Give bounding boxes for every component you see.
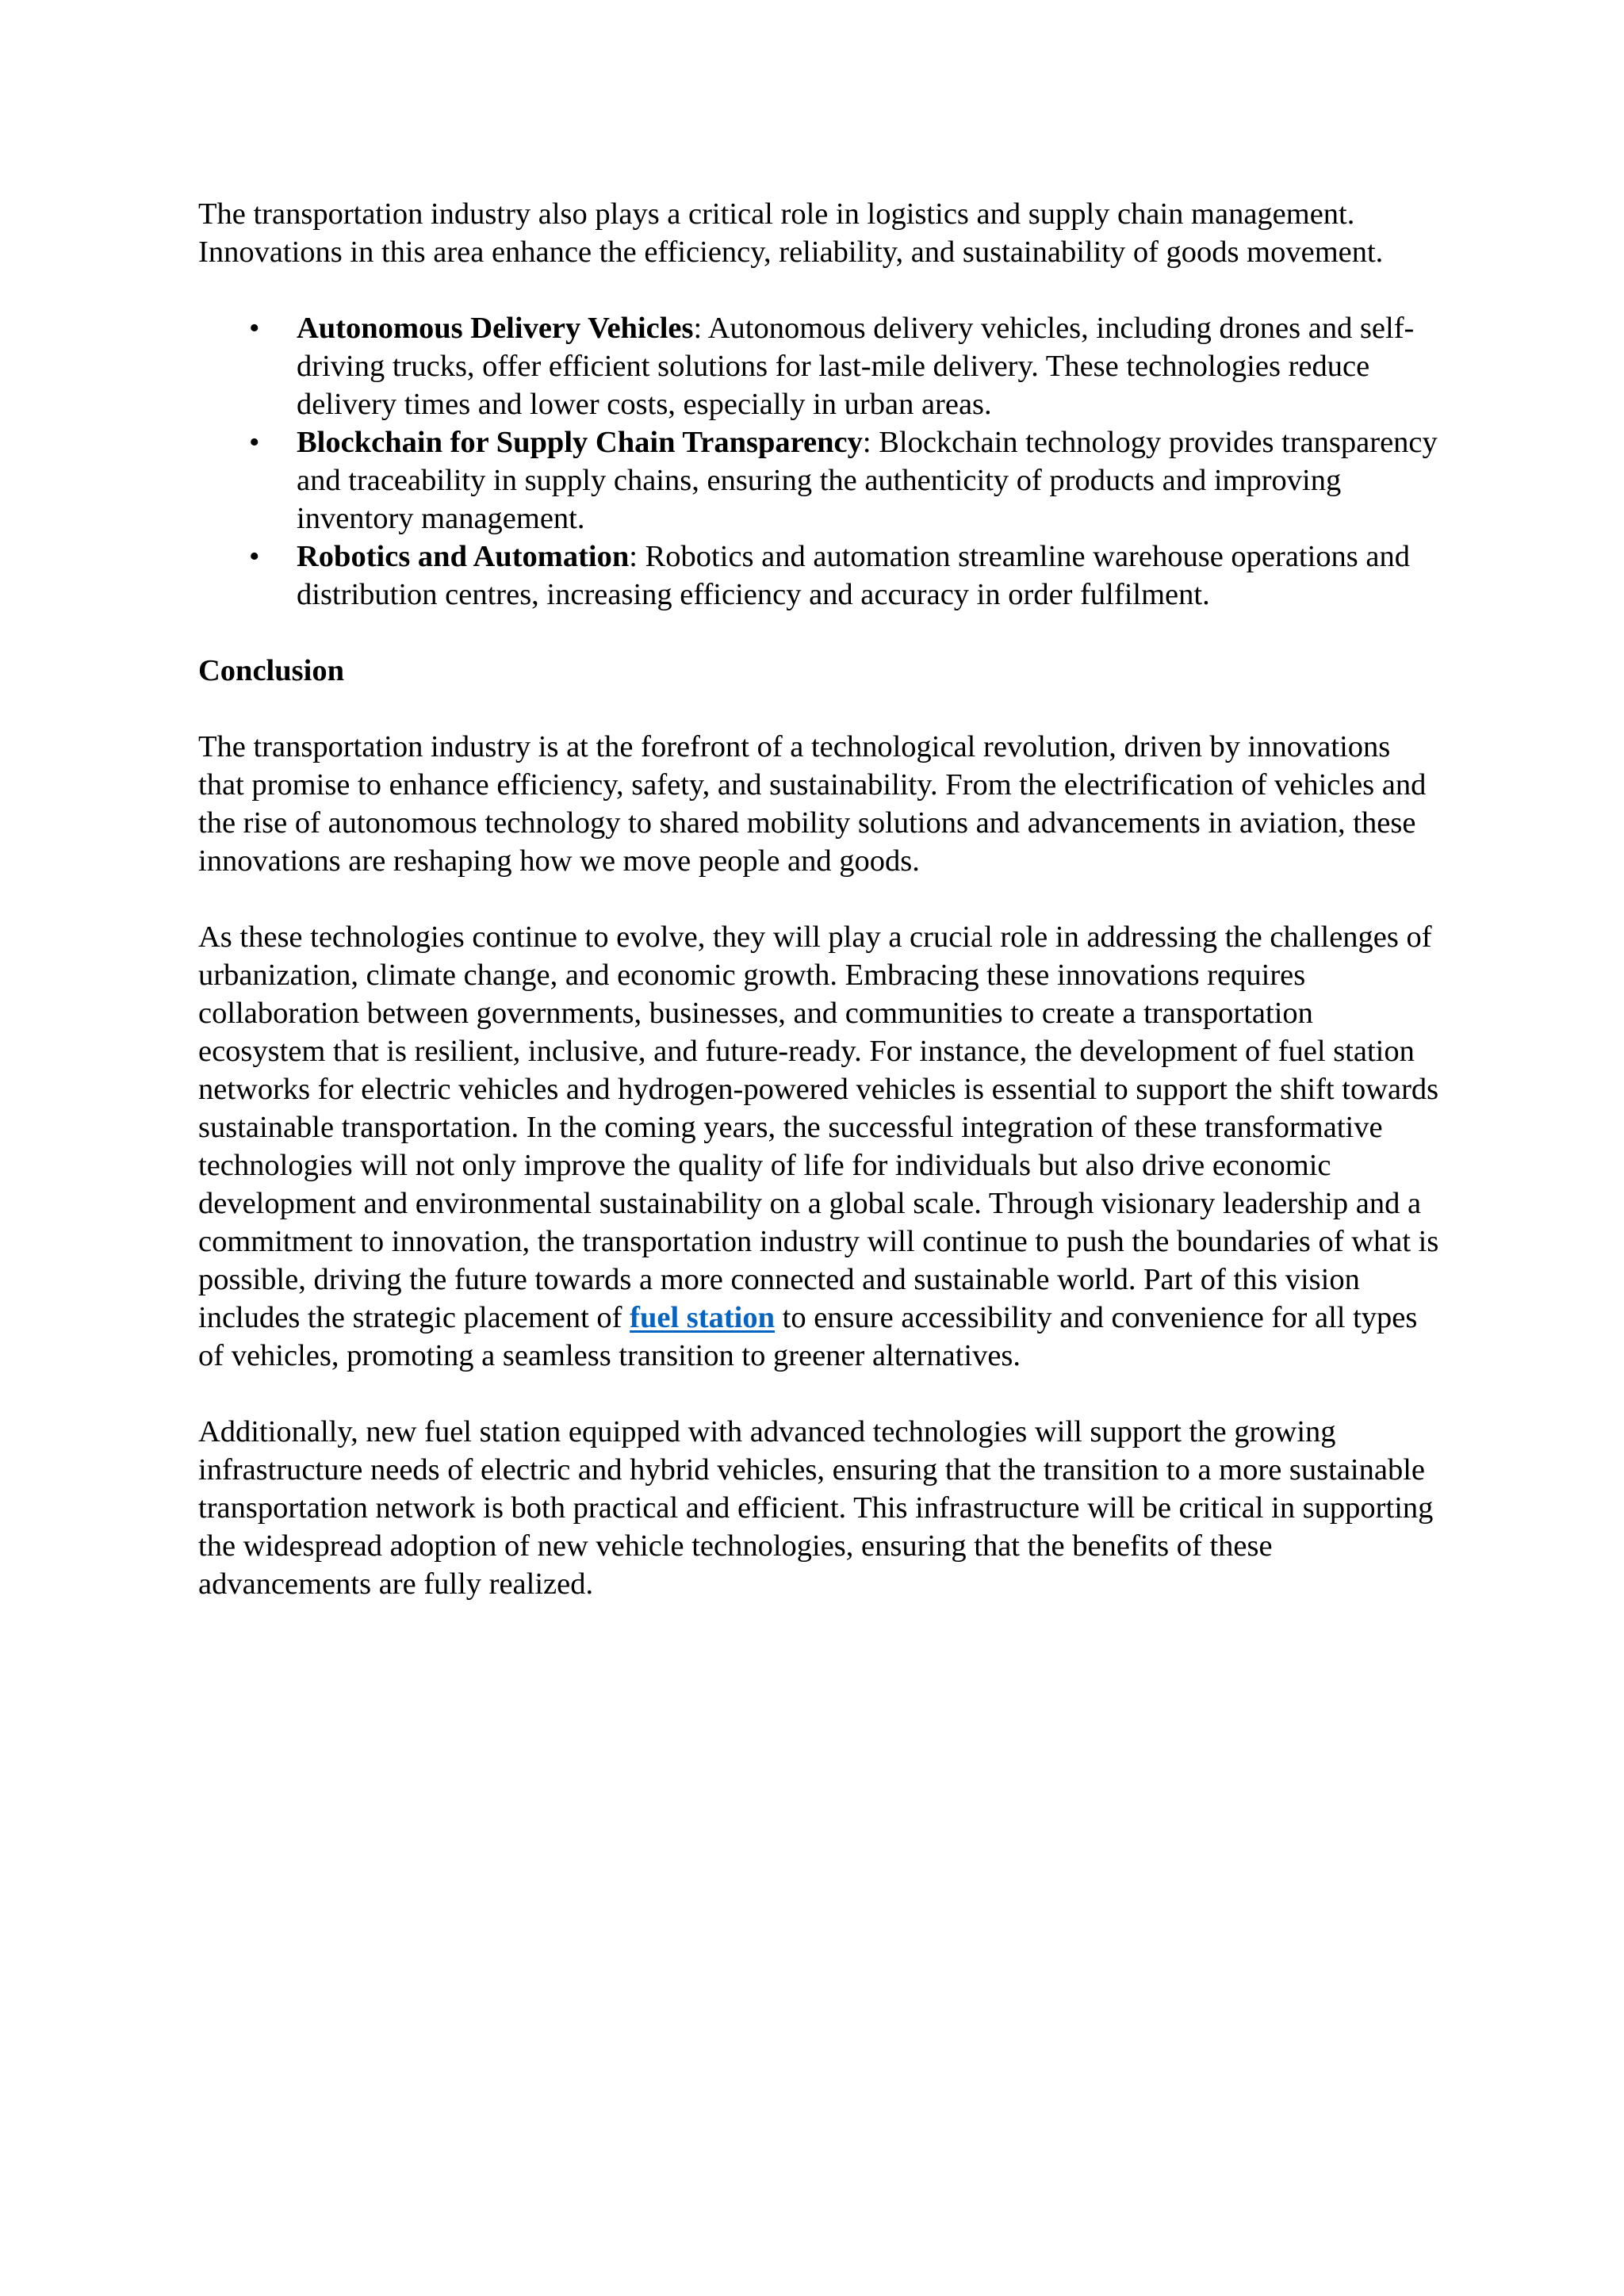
bullet-list (198, 309, 1443, 614)
paragraph-text-after-link: to ensure accessibility and convenience for all types of vehicles, promoting a seamless transition to greener alternatives. (198, 1301, 1418, 1372)
paragraph-text-before-link: As these technologies continue to evolve, they will play a crucial role in addressing the challenges of urbanization, climate change, and economic growth. Embracing these innovations requires collaboration between governments, businesses, and communities to create a transportation ecosystem that is resilient, inclusive, and future-ready. For instance, the development of fuel station networks for electric vehicles and hydrogen-powered vehicles is essential to support the shift towards sustainable transportation. In the coming years, the successful integration of these transformative technologies will not only improve the quality of life for individuals but also drive economic development and environmental sustainability on a global scale. Through visionary leadership and a commitment to innovation, the transportation industry will continue to push the boundaries of what is possible, driving the future towards a more connected and sustainable world. Part of this vision includes the strategic placement of (198, 920, 1439, 1334)
bullet-icon: • (249, 540, 260, 573)
list-item (198, 538, 1443, 614)
bullet-icon: • (249, 426, 260, 459)
list-item (198, 423, 1443, 538)
list-item-text: : Robotics and automation streamline warehouse operations and distribution centres, increasing efficiency and accuracy in order fulfilment. (297, 540, 1410, 611)
conclusion-paragraph-1: The transportation industry is at the forefront of a technological revolution, driven by innovations that promise to enhance efficiency, safety, and sustainability. From the electrification of vehicles and the rise of autonomous technology to shared mobility solutions and advancements in aviation, these innovations are reshaping how we move people and goods. (198, 730, 1427, 878)
list-item-term: Robotics and Automation (297, 540, 630, 573)
conclusion-heading: Conclusion (198, 654, 345, 687)
list-item-term: Blockchain for Supply Chain Transparency (297, 426, 863, 459)
conclusion-paragraph-2 (198, 918, 1443, 1375)
fuel-station-link[interactable]: fuel station (630, 1301, 776, 1334)
list-item (198, 309, 1443, 423)
list-item-text: : Autonomous delivery vehicles, including drones and self-driving trucks, offer efficient solutions for last-mile delivery. These technologies reduce delivery times and lower costs, especially in urban areas. (297, 312, 1415, 421)
list-item-term: Autonomous Delivery Vehicles (297, 312, 694, 345)
conclusion-paragraph-3: Additionally, new fuel station equipped with advanced technologies will support the growing infrastructure needs of electric and hybrid vehicles, ensuring that the transition to a more sustainable transportation network is both practical and efficient. This infrastructure will be critical in supporting the widespread adoption of new vehicle technologies, ensuring that the benefits of these advancements are fully realized. (198, 1415, 1434, 1601)
list-item-text: : Blockchain technology provides transparency and traceability in supply chains, ensuring the authenticity of products and improving inventory management. (297, 426, 1438, 535)
bullet-icon: • (249, 312, 260, 345)
document-page (198, 195, 1443, 1603)
intro-paragraph: The transportation industry also plays a critical role in logistics and supply chain management. Innovations in this area enhance the efficiency, reliability, and sustainability of goods movement. (198, 197, 1384, 269)
